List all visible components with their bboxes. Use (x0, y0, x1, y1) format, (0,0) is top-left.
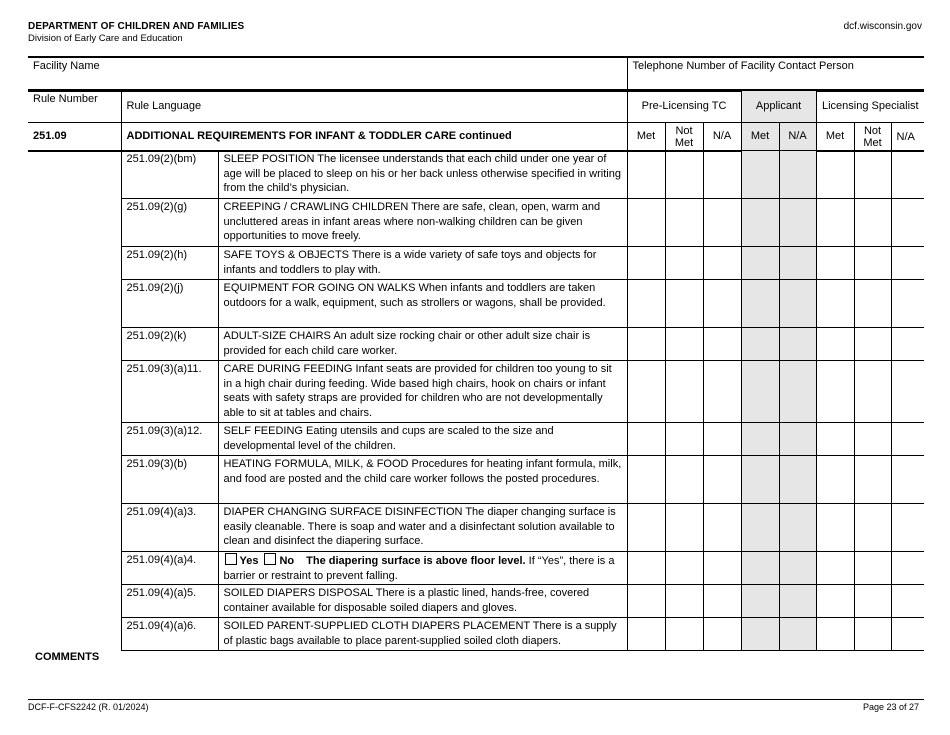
checkbox-cell-ls-na[interactable] (891, 618, 924, 651)
checkbox-cell-ls-met[interactable] (816, 151, 854, 199)
rule-code: 251.09(2)(j) (121, 280, 218, 328)
col-applicant-met: Met (741, 122, 779, 151)
checkbox-cell-ls-met[interactable] (816, 552, 854, 585)
rule-row (28, 328, 924, 361)
checkbox-cell-prelic-met[interactable] (627, 552, 665, 585)
checkbox-cell-ls-not-met[interactable] (854, 423, 891, 456)
rule-number-spacer (28, 456, 121, 504)
checkbox-cell-ls-met[interactable] (816, 247, 854, 280)
rule-code: 251.09(2)(g) (121, 199, 218, 247)
rule-row (28, 247, 924, 280)
checkbox-cell-ls-not-met[interactable] (854, 361, 891, 423)
rule-text: SOILED PARENT-SUPPLIED CLOTH DIAPERS PLACEMENT There is a supply of plastic bags available to place parent-supplied soiled cloth diapers. (218, 618, 627, 651)
rule-row (28, 199, 924, 247)
checkbox-cell-ls-na[interactable] (891, 552, 924, 585)
checkbox-cell-ls-not-met[interactable] (854, 328, 891, 361)
rule-code: 251.09(3)(a)11. (121, 361, 218, 423)
checkbox-cell-prelic-met[interactable] (627, 247, 665, 280)
division-name: Division of Early Care and Education (28, 33, 183, 44)
checkbox-cell-ls-na[interactable] (891, 361, 924, 423)
department-name: DEPARTMENT OF CHILDREN AND FAMILIES (28, 21, 245, 32)
checkbox-cell-ls-na[interactable] (891, 328, 924, 361)
rule-text: CARE DURING FEEDING Infant seats are provided for children too young to sit in a high chair during feeding. Wide based high chairs, hook on chairs or infant seats with safety straps are provided for children who are not developmentally able to sit at tables and chairs. (218, 361, 627, 423)
checkbox-cell-ls-not-met[interactable] (854, 618, 891, 651)
checkbox-cell-prelic-met[interactable] (627, 328, 665, 361)
rule-code: 251.09(3)(a)12. (121, 423, 218, 456)
rule-row (28, 361, 924, 423)
checkbox-cell-ls-na[interactable] (891, 456, 924, 504)
rule-row (28, 618, 924, 651)
checkbox-cell-prelic-not-met[interactable] (665, 552, 703, 585)
rule-code: 251.09(4)(a)4. (121, 552, 218, 585)
checkbox-cell-ls-not-met[interactable] (854, 280, 891, 328)
rule-language-header: Rule Language (121, 90, 627, 122)
checkbox-cell-applicant-met[interactable] (741, 504, 779, 552)
checkbox-cell-ls-met[interactable] (816, 504, 854, 552)
checkbox-cell-prelic-na[interactable] (703, 280, 741, 328)
rule-row (28, 151, 924, 199)
rule-code: 251.09(2)(bm) (121, 151, 218, 199)
facility-info-table (28, 56, 924, 92)
checkbox-cell-ls-met[interactable] (816, 199, 854, 247)
licensing-specialist-header: Licensing Specialist (816, 90, 924, 122)
telephone-field[interactable] (627, 57, 924, 91)
rule-text: DIAPER CHANGING SURFACE DISINFECTION The diaper changing surface is easily cleanable. There is soap and water and a disinfectant solution available to clean and disinfect the diapering surface. (218, 504, 627, 552)
checkbox-cell-prelic-met[interactable] (627, 585, 665, 618)
col-prelic-na: N/A (703, 122, 741, 151)
checkbox-cell-prelic-not-met[interactable] (665, 585, 703, 618)
rule-code: 251.09(4)(a)5. (121, 585, 218, 618)
website-link[interactable]: dcf.wisconsin.gov (843, 21, 922, 32)
checkbox-cell-ls-not-met[interactable] (854, 585, 891, 618)
checkbox-cell-prelic-na[interactable] (703, 247, 741, 280)
checkbox-cell-prelic-not-met[interactable] (665, 199, 703, 247)
rule-row (28, 423, 924, 456)
rule-code: 251.09(4)(a)3. (121, 504, 218, 552)
checkbox-cell-applicant-met[interactable] (741, 361, 779, 423)
footer-divider (28, 699, 924, 700)
checkbox-cell-prelic-na[interactable] (703, 504, 741, 552)
rule-number-header: Rule Number (28, 90, 121, 122)
telephone-label: Telephone Number of Facility Contact Person (632, 60, 854, 72)
checkbox-cell-applicant-met[interactable] (741, 151, 779, 199)
rule-row (28, 456, 924, 504)
checkbox-cell-applicant-na[interactable] (779, 552, 816, 585)
checkbox-cell-prelic-met[interactable] (627, 151, 665, 199)
checkbox-cell-prelic-met[interactable] (627, 456, 665, 504)
checkbox-cell-applicant-met[interactable] (741, 552, 779, 585)
checkbox-cell-ls-na[interactable] (891, 280, 924, 328)
checkbox-cell-prelic-na[interactable] (703, 361, 741, 423)
rule-number-spacer (28, 328, 121, 361)
col-ls-met: Met (816, 122, 854, 151)
question-detail: If “Yes”, there is a barrier or restraint to prevent falling. (223, 555, 615, 582)
no-label: No (279, 555, 295, 567)
checkbox-cell-prelic-na[interactable] (703, 423, 741, 456)
checkbox-cell-prelic-not-met[interactable] (665, 247, 703, 280)
rules-table (28, 89, 924, 152)
form-number: DCF-F-CFS2242 (R. 01/2024) (28, 702, 149, 712)
rule-row (28, 585, 924, 618)
rule-rows-table (28, 150, 924, 651)
checkbox-cell-prelic-not-met[interactable] (665, 280, 703, 328)
checkbox-cell-applicant-na[interactable] (779, 585, 816, 618)
checkbox-cell-prelic-na[interactable] (703, 328, 741, 361)
facility-name-label: Facility Name (33, 60, 100, 72)
rule-text: HEATING FORMULA, MILK, & FOOD Procedures for heating infant formula, milk, and food are posted and the child care worker follows the posted procedures. (218, 456, 627, 504)
checkbox-cell-ls-met[interactable] (816, 328, 854, 361)
checkbox-cell-applicant-met[interactable] (741, 456, 779, 504)
rule-code: 251.09(4)(a)6. (121, 618, 218, 651)
rule-number-spacer (28, 552, 121, 585)
checkbox-cell-ls-na[interactable] (891, 585, 924, 618)
rule-text: SAFE TOYS & OBJECTS There is a wide variety of safe toys and objects for infants and toddlers to play with. (218, 247, 627, 280)
rule-text: SELF FEEDING Eating utensils and cups are scaled to the size and developmental level of the children. (218, 423, 627, 456)
checkbox-cell-ls-na[interactable] (891, 504, 924, 552)
checkbox-cell-prelic-na[interactable] (703, 199, 741, 247)
checkbox-cell-ls-met[interactable] (816, 361, 854, 423)
checkbox-cell-ls-na[interactable] (891, 151, 924, 199)
col-applicant-na: N/A (779, 122, 816, 151)
checkbox-cell-applicant-na[interactable] (779, 504, 816, 552)
checkbox-cell-applicant-met[interactable] (741, 618, 779, 651)
applicant-header: Applicant (741, 90, 816, 122)
checkbox-cell-prelic-met[interactable] (627, 423, 665, 456)
rule-text: CREEPING / CRAWLING CHILDREN There are safe, clean, open, warm and uncluttered areas in infant areas where non-walking children can be given opportunities to move freely. (218, 199, 627, 247)
checkbox-cell-ls-met[interactable] (816, 280, 854, 328)
rule-text: EQUIPMENT FOR GOING ON WALKS When infants and toddlers are taken outdoors for a walk, equipment, such as strollers or wagons, shall be provided. (218, 280, 627, 328)
rule-text: ADULT-SIZE CHAIRS An adult size rocking chair or other adult size chair is provided for each child care worker. (218, 328, 627, 361)
checkbox-cell-ls-not-met[interactable] (854, 199, 891, 247)
checkbox-cell-applicant-met[interactable] (741, 328, 779, 361)
checkbox-cell-applicant-met[interactable] (741, 247, 779, 280)
rule-row (28, 504, 924, 552)
checkbox-cell-applicant-met[interactable] (741, 199, 779, 247)
checkbox-cell-applicant-na[interactable] (779, 199, 816, 247)
checkbox-cell-prelic-na[interactable] (703, 552, 741, 585)
pre-licensing-header: Pre-Licensing TC (627, 90, 741, 122)
checkbox-cell-prelic-not-met[interactable] (665, 361, 703, 423)
checkbox-cell-prelic-not-met[interactable] (665, 456, 703, 504)
col-ls-na: N/A (891, 122, 924, 151)
col-prelic-met: Met (627, 122, 665, 151)
checkbox-cell-prelic-met[interactable] (627, 618, 665, 651)
checkbox-cell-prelic-not-met[interactable] (665, 151, 703, 199)
checkbox-cell-ls-not-met[interactable] (854, 456, 891, 504)
checkbox-cell-ls-not-met[interactable] (854, 151, 891, 199)
checkbox-cell-applicant-na[interactable] (779, 280, 816, 328)
rule-number-spacer (28, 504, 121, 552)
col-ls-not-met: Not Met (854, 122, 891, 151)
rule-number-spacer (28, 423, 121, 456)
rule-text: SOILED DIAPERS DISPOSAL There is a plastic lined, hands-free, covered container available for disposable soiled diapers and gloves. (218, 585, 627, 618)
checkbox-cell-prelic-met[interactable] (627, 504, 665, 552)
checkbox-cell-ls-na[interactable] (891, 423, 924, 456)
checkbox-cell-ls-na[interactable] (891, 199, 924, 247)
checkbox-cell-applicant-met[interactable] (741, 423, 779, 456)
checkbox-cell-applicant-met[interactable] (741, 585, 779, 618)
rule-number-spacer (28, 199, 121, 247)
checkbox-cell-applicant-na[interactable] (779, 361, 816, 423)
checkbox-cell-applicant-na[interactable] (779, 247, 816, 280)
comments-label: COMMENTS (35, 651, 100, 663)
checkbox-cell-prelic-na[interactable] (703, 151, 741, 199)
rule-code: 251.09(2)(k) (121, 328, 218, 361)
rule-number-spacer (28, 151, 121, 199)
checkbox-cell-ls-not-met[interactable] (854, 247, 891, 280)
rule-text: SLEEP POSITION The licensee understands that each child under one year of age will be placed to sleep on his or her back unless otherwise specified in writing from the child’s physician. (218, 151, 627, 199)
rule-text (218, 552, 627, 585)
checkbox-cell-ls-not-met[interactable] (854, 504, 891, 552)
page-number: Page 23 of 27 (862, 702, 919, 712)
rule-number-spacer (28, 280, 121, 328)
no-checkbox[interactable] (264, 553, 276, 565)
checkbox-cell-ls-met[interactable] (816, 456, 854, 504)
checkbox-cell-prelic-not-met[interactable] (665, 504, 703, 552)
checkbox-cell-prelic-na[interactable] (703, 585, 741, 618)
checkbox-cell-prelic-met[interactable] (627, 361, 665, 423)
rule-number-spacer (28, 618, 121, 651)
yes-checkbox[interactable] (225, 553, 237, 565)
rule-code: 251.09(3)(b) (121, 456, 218, 504)
checkbox-cell-prelic-met[interactable] (627, 199, 665, 247)
checkbox-cell-prelic-met[interactable] (627, 280, 665, 328)
col-prelic-not-met: Not Met (665, 122, 703, 151)
checkbox-cell-applicant-met[interactable] (741, 280, 779, 328)
checkbox-cell-prelic-not-met[interactable] (665, 328, 703, 361)
checkbox-cell-ls-met[interactable] (816, 618, 854, 651)
checkbox-cell-prelic-na[interactable] (703, 456, 741, 504)
checkbox-cell-prelic-na[interactable] (703, 618, 741, 651)
rule-number-spacer (28, 585, 121, 618)
facility-name-field[interactable] (28, 57, 627, 91)
checkbox-cell-prelic-not-met[interactable] (665, 618, 703, 651)
checkbox-cell-ls-not-met[interactable] (854, 552, 891, 585)
checkbox-cell-applicant-na[interactable] (779, 151, 816, 199)
rule-code: 251.09(2)(h) (121, 247, 218, 280)
checkbox-cell-ls-na[interactable] (891, 247, 924, 280)
rule-number-spacer (28, 247, 121, 280)
rule-number-spacer (28, 361, 121, 423)
section-title: ADDITIONAL REQUIREMENTS FOR INFANT & TODDLER CARE continued (121, 122, 627, 151)
section-number: 251.09 (28, 122, 121, 151)
checkbox-cell-ls-met[interactable] (816, 423, 854, 456)
rule-row (28, 552, 924, 585)
question-text: The diapering surface is above floor level. (306, 555, 526, 567)
checkbox-cell-ls-met[interactable] (816, 585, 854, 618)
checkbox-cell-prelic-not-met[interactable] (665, 423, 703, 456)
checkbox-cell-applicant-na[interactable] (779, 456, 816, 504)
checkbox-cell-applicant-na[interactable] (779, 328, 816, 361)
rule-row (28, 280, 924, 328)
yes-label: Yes (239, 555, 259, 567)
checkbox-cell-applicant-na[interactable] (779, 618, 816, 651)
checkbox-cell-applicant-na[interactable] (779, 423, 816, 456)
